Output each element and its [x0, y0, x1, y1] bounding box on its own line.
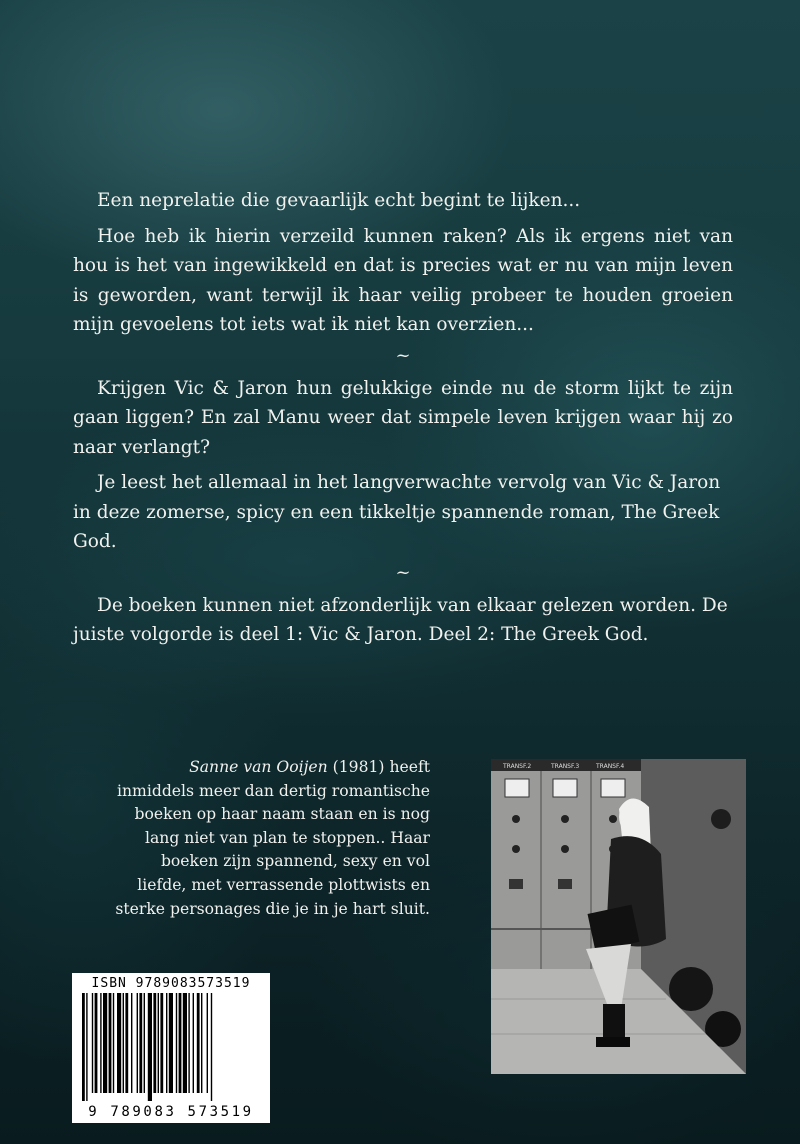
barcode-bar: [169, 993, 173, 1093]
author-photo: [491, 759, 746, 1074]
barcode-bar: [188, 993, 189, 1093]
barcode-bar: [197, 993, 200, 1093]
barcode-bar: [117, 993, 121, 1093]
panel-label-3: TRANSF.4: [596, 763, 625, 770]
barcode-bar: [137, 993, 138, 1093]
blurb-paragraph-3: Krijgen Vic & Jaron hun gelukkige einde nu de storm lijkt te zijn gaan liggen? En zal Manu weer dat simpele leven krijgen waar hij zo naar verlangt?: [73, 377, 733, 458]
barcode-bar: [166, 993, 167, 1093]
barcode-bar: [207, 993, 208, 1093]
barcode-bar: [139, 993, 142, 1093]
panel-label-2: TRANSF.3: [551, 763, 580, 770]
blurb-separator-2: ~: [395, 561, 411, 583]
back-cover-blurb: [73, 186, 733, 656]
blurb-separator-1: ~: [395, 344, 411, 366]
barcode-bar: [131, 993, 132, 1093]
blurb-paragraph-2: Hoe heb ik hierin verzeild kunnen raken? Als ik ergens niet van hou is het van ingewikkeld en dat is precies wat er nu van mijn leven is geworden, want terwijl ik haar veilig probeer te houden groeien mijn gevoelens tot iets wat ik niet kan overzien...: [73, 225, 733, 335]
isbn-digits: 9 789083 573519: [88, 1104, 254, 1120]
blurb-paragraph-1: Een neprelatie die gevaarlijk echt begint te lijken...: [97, 190, 581, 211]
barcode-bar: [125, 993, 128, 1093]
barcode-bar: [123, 993, 124, 1093]
barcode-bar: [193, 993, 194, 1093]
author-bio-text: (1981) heeft inmiddels meer dan dertig romantische boeken op haar naam staan en is nog lang niet van plan te stoppen.. Haar boeken zijn spannend, sexy en vol liefde, met verrassende plottwists en sterke personages die je in je hart sluit.: [115, 758, 430, 918]
barcode-bar: [176, 993, 177, 1093]
barcode-bar: [153, 993, 156, 1093]
isbn-barcode: [72, 973, 270, 1123]
panel-label-1: TRANSF.2: [503, 763, 532, 770]
barcode-bar: [92, 993, 93, 1093]
barcode-bar: [144, 993, 145, 1093]
barcode-bar: [211, 993, 212, 1101]
blurb-paragraph-4: Je leest het allemaal in het langverwachte vervolg van Vic & Jaron in deze zomerse, spicy en een tikkeltje spannende roman, The Greek God.: [73, 472, 721, 552]
barcode-bar: [201, 993, 202, 1093]
barcode-bar: [160, 993, 163, 1093]
barcode-bar: [183, 993, 187, 1093]
barcode-bar: [82, 993, 85, 1101]
barcode-bar: [179, 993, 182, 1093]
barcode-bar: [113, 993, 114, 1093]
isbn-label: ISBN 9789083573519: [91, 976, 251, 991]
barcode-bar: [95, 993, 98, 1093]
barcode-bar: [109, 993, 112, 1093]
barcode-bar: [158, 993, 159, 1093]
author-bio: [110, 756, 430, 921]
barcode-bar: [86, 993, 87, 1101]
barcode-bar: [148, 993, 152, 1101]
barcode-bar: [103, 993, 107, 1093]
author-name: Sanne van Ooijen: [189, 758, 328, 776]
barcode-bars: [80, 993, 262, 1101]
barcode-bar: [100, 993, 101, 1093]
blurb-paragraph-5: De boeken kunnen niet afzonderlijk van elkaar gelezen worden. De juiste volgorde is deel 1: Vic & Jaron. Deel 2: The Greek God.: [73, 594, 728, 645]
